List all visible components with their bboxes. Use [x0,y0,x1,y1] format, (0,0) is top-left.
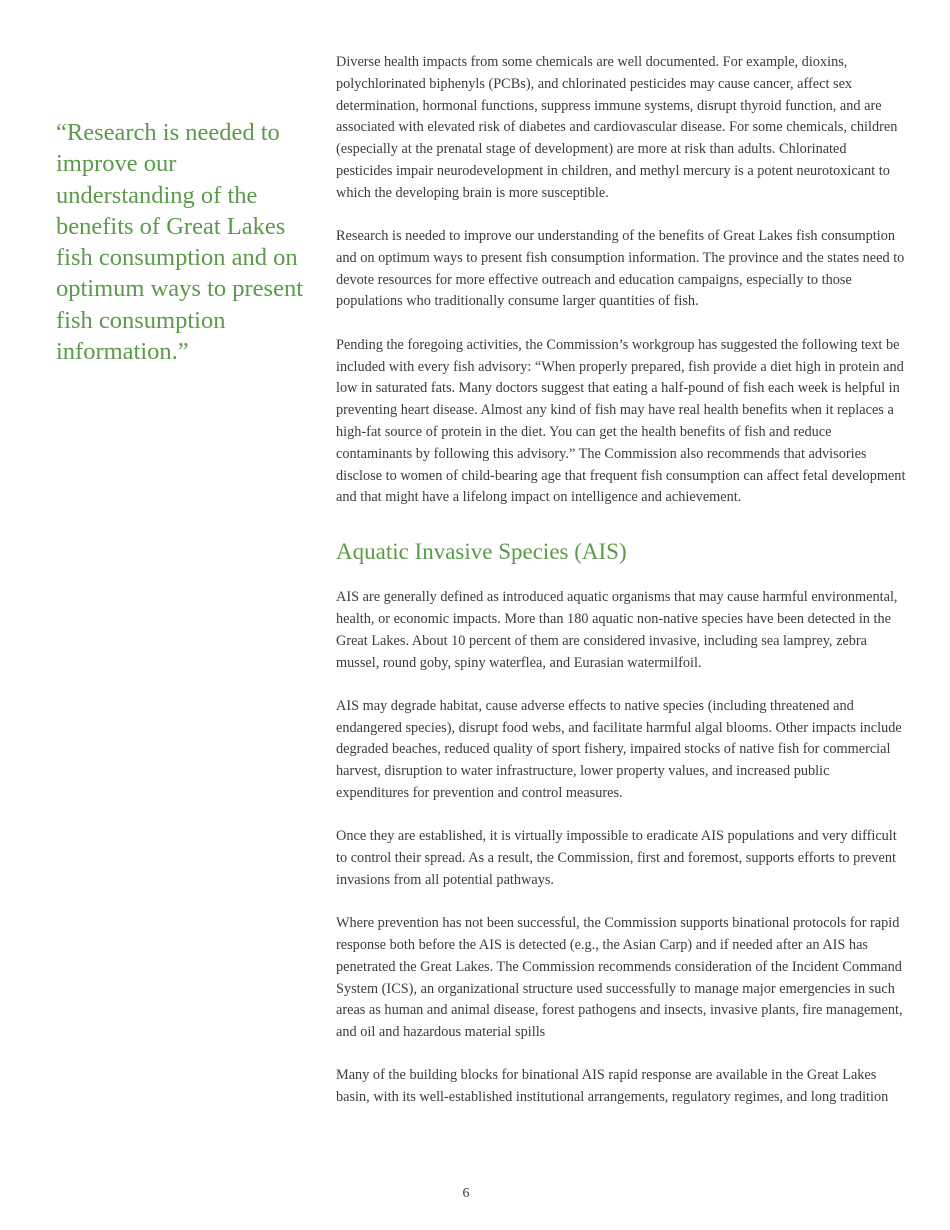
paragraph-ais-rapid-response: Where prevention has not been successful, the Commission supports binational protocols for rapid response both before the AIS is detected (e.g., the Asian Carp) and if needed after an AIS has penetrated the Great Lakes. The Commission recommends consideration of the Incident Command System (ICS), an organizational structure used successfully to manage major emergencies in such areas as human and animal disease, forest pathogens and insects, invasive plants, fire management, and oil and hazardous material spills [336,915,903,1041]
paragraph-health-impacts: Diverse health impacts from some chemicals are well documented. For example, dioxins, polychlorinated biphenyls (PCBs), and chlorinated pesticides may cause cancer, affect sex determination, hormonal functions, suppress immune systems, disrupt thyroid function, and are associated with elevated risk of diabetes and cardiovascular disease. For some chemicals, children (especially at the prenatal stage of development) are more at risk than adults. Chlorinated pesticides impair neurodevelopment in children, and methyl mercury is a potent neurotoxicant to which the developing brain is more susceptible. [336,54,898,201]
paragraph-research-needed: Research is needed to improve our understanding of the benefits of Great Lakes fish consumption and on optimum ways to present fish consumption information. The province and the states need to devote resources for more effective outreach and education campaigns, especially to those populations who traditionally consume larger quantities of fish. [336,228,905,310]
pull-quote: “Research is needed to improve our understanding of the benefits of Great Lakes fish consumption and on optimum ways to present fish consumption information.” [56,119,304,366]
page-number: 6 [462,1186,470,1201]
paragraph-ais-impacts: AIS may degrade habitat, cause adverse effects to native species (including threatened and endangered species), disrupt food webs, and facilitate harmful algal blooms. Other impacts include degraded beaches, reduced quality of sport fishery, impaired stocks of native fish for commercial harvest, disruption to water infrastructure, lower property values, and increased public expenditures for prevention and control measures. [336,697,902,802]
main-text-column [336,52,906,1131]
paragraph-ais-prevention: Once they are established, it is virtually impossible to eradicate AIS populations and very difficult to control their spread. As a result, the Commission, first and foremost, supports efforts to prevent invasions from all potential pathways. [336,828,897,888]
paragraph-fish-advisory-text: Pending the foregoing activities, the Commission’s workgroup has suggested the following text be included with every fish advisory: “When properly prepared, fish provide a diet high in protein and low in saturated fats. Many doctors suggest that eating a half-pound of fish each week is helpful in preventing heart disease. Almost any kind of fish may have real health benefits when it replaces a high-fat source of protein in the diet. You can get the health benefits of fish and reduce contaminants by following this advisory.” The Commission also recommends that advisories disclose to women of child-bearing age that frequent fish consumption can affect fetal development and that might have a lifelong impact on intelligence and achievement. [336,336,906,506]
paragraph-ais-building-blocks: Many of the building blocks for binational AIS rapid response are available in the Great Lakes basin, with its well-established institutional arrangements, regulatory regimes, and long tradition [336,1067,889,1106]
paragraph-ais-definition: AIS are generally defined as introduced aquatic organisms that may cause harmful environmental, health, or economic impacts. More than 180 aquatic non-native species have been detected in the Great Lakes. About 10 percent of them are considered invasive, including sea lamprey, zebra mussel, round goby, spiny waterflea, and Eurasian watermilfoil. [336,589,898,671]
section-heading-ais: Aquatic Invasive Species (AIS) [336,539,627,565]
